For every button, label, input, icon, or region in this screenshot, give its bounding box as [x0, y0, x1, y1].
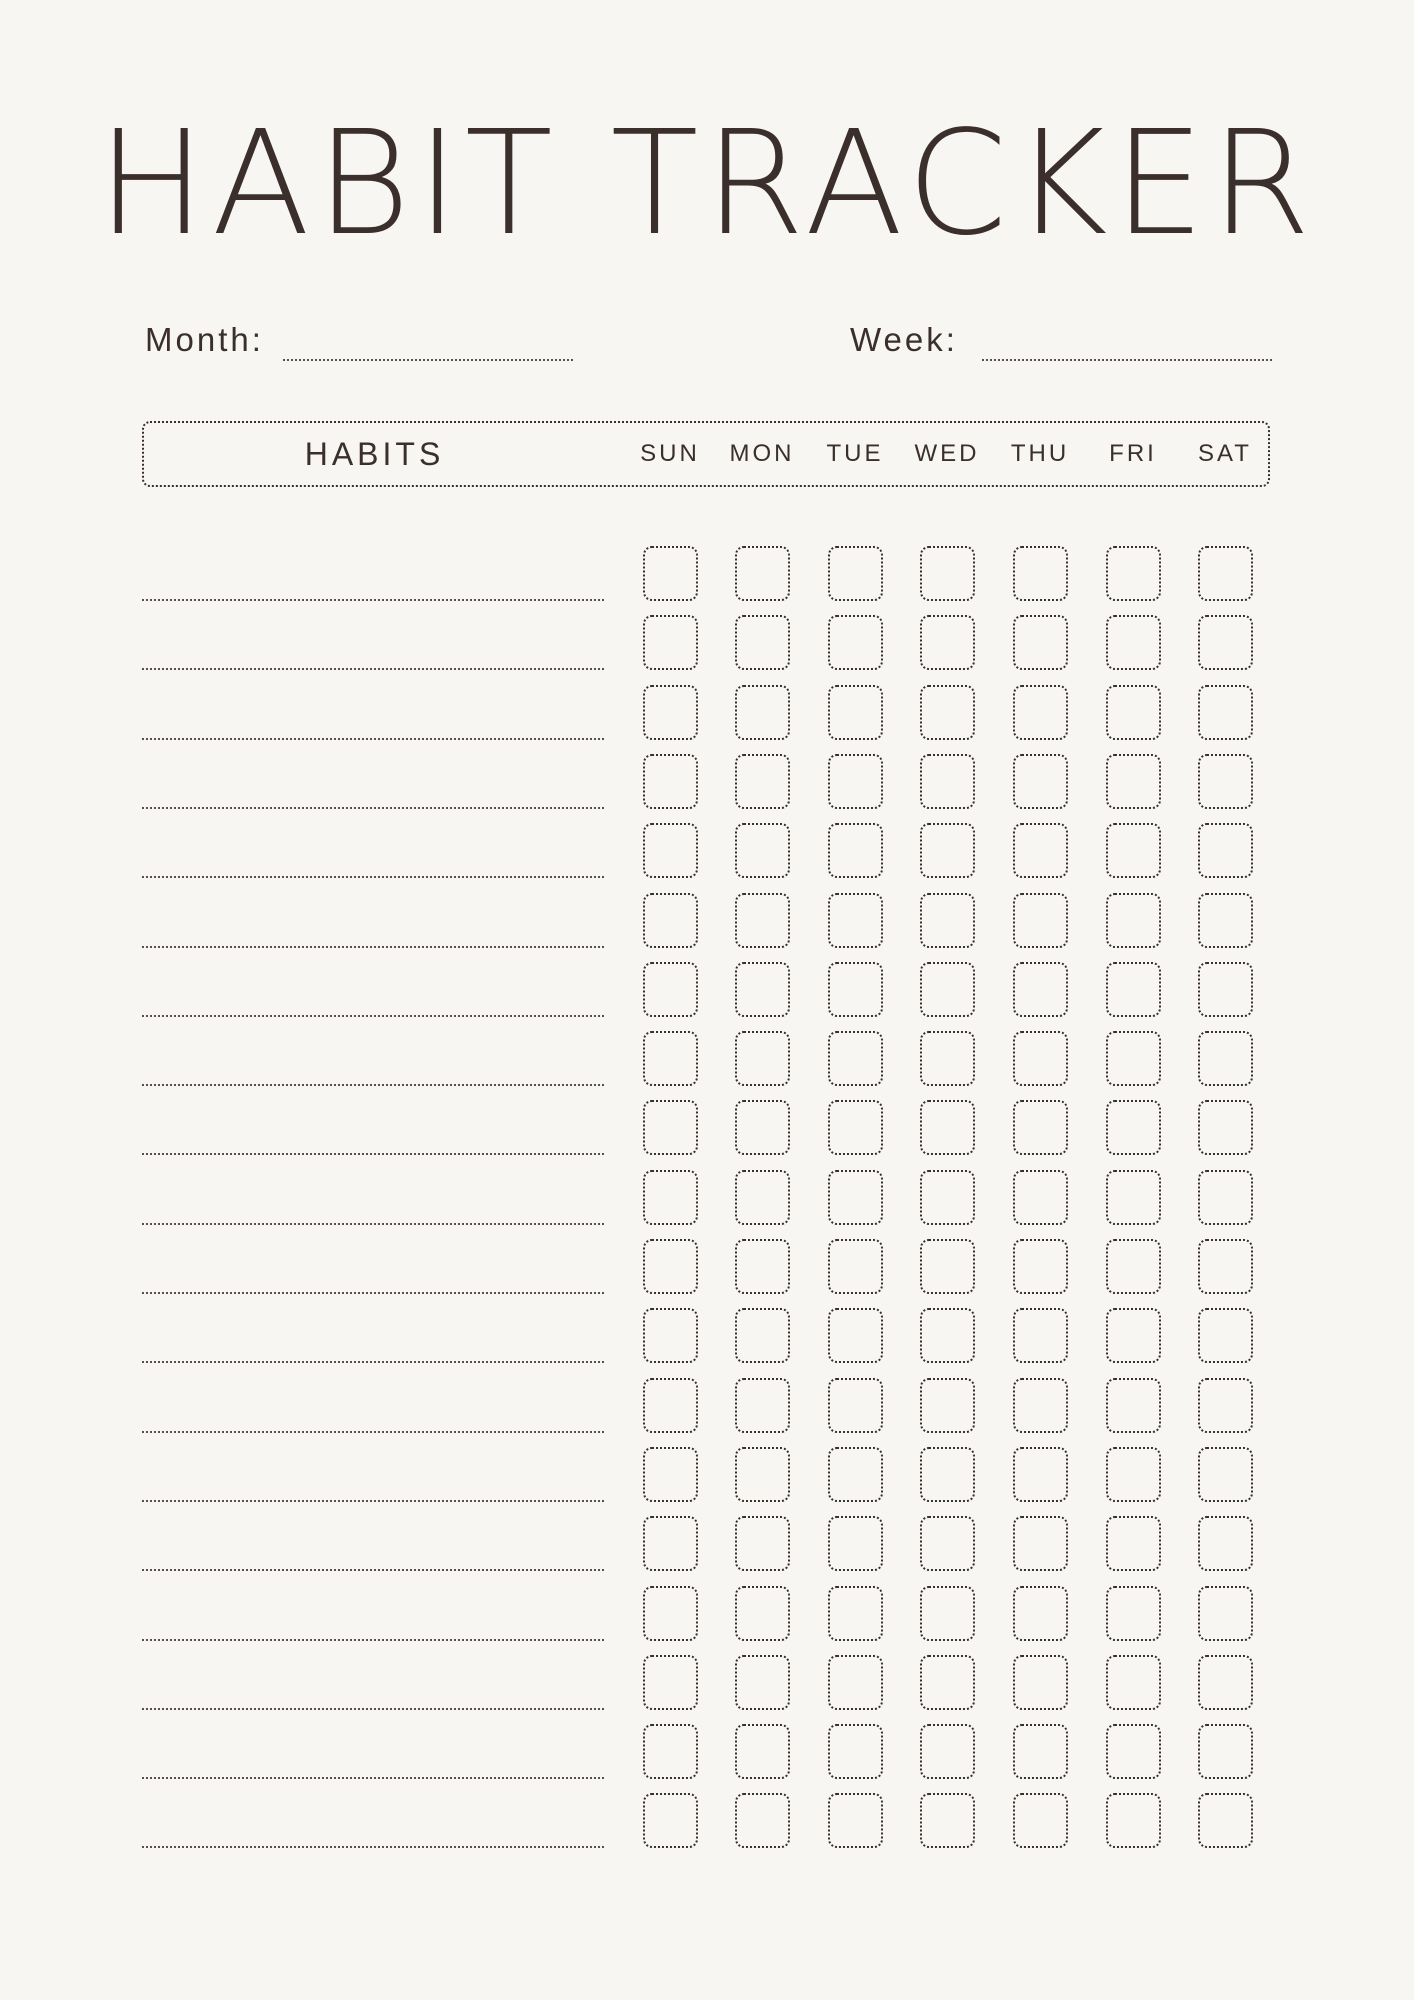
habit-input-line[interactable] — [142, 668, 604, 670]
checkbox-tue[interactable] — [828, 1516, 883, 1571]
checkbox-wed[interactable] — [920, 546, 975, 601]
habit-input-line[interactable] — [142, 738, 604, 740]
checkbox-thu[interactable] — [1013, 823, 1068, 878]
checkbox-fri[interactable] — [1106, 1724, 1161, 1779]
checkbox-fri[interactable] — [1106, 546, 1161, 601]
checkbox-tue[interactable] — [828, 615, 883, 670]
checkbox-thu[interactable] — [1013, 1724, 1068, 1779]
habit-input-line[interactable] — [142, 1223, 604, 1225]
checkbox-thu[interactable] — [1013, 615, 1068, 670]
checkbox-sun[interactable] — [643, 962, 698, 1017]
checkbox-wed[interactable] — [920, 1378, 975, 1433]
checkbox-sat[interactable] — [1198, 1239, 1253, 1294]
checkbox-tue[interactable] — [828, 1793, 883, 1848]
checkbox-tue[interactable] — [828, 1239, 883, 1294]
checkbox-mon[interactable] — [735, 1239, 790, 1294]
checkbox-tue[interactable] — [828, 1100, 883, 1155]
checkbox-mon[interactable] — [735, 1516, 790, 1571]
checkbox-sun[interactable] — [643, 823, 698, 878]
checkbox-fri[interactable] — [1106, 1447, 1161, 1502]
checkbox-tue[interactable] — [828, 754, 883, 809]
checkbox-wed[interactable] — [920, 1100, 975, 1155]
checkbox-sat[interactable] — [1198, 893, 1253, 948]
checkbox-tue[interactable] — [828, 685, 883, 740]
checkbox-sat[interactable] — [1198, 1170, 1253, 1225]
month-label: Month: — [145, 321, 264, 358]
checkbox-thu[interactable] — [1013, 1031, 1068, 1086]
checkbox-sun[interactable] — [643, 1447, 698, 1502]
habit-input-line[interactable] — [142, 1569, 604, 1571]
checkbox-mon[interactable] — [735, 546, 790, 601]
checkbox-tue[interactable] — [828, 1031, 883, 1086]
checkbox-fri[interactable] — [1106, 1239, 1161, 1294]
checkbox-mon[interactable] — [735, 1308, 790, 1363]
checkbox-mon[interactable] — [735, 823, 790, 878]
checkbox-sat[interactable] — [1198, 1516, 1253, 1571]
checkbox-sat[interactable] — [1198, 1100, 1253, 1155]
checkbox-thu[interactable] — [1013, 1100, 1068, 1155]
habit-input-line[interactable] — [142, 1084, 604, 1086]
checkbox-sun[interactable] — [643, 1031, 698, 1086]
habit-input-line[interactable] — [142, 946, 604, 948]
checkbox-wed[interactable] — [920, 1724, 975, 1779]
checkbox-tue[interactable] — [828, 962, 883, 1017]
checkbox-wed[interactable] — [920, 1031, 975, 1086]
checkbox-fri[interactable] — [1106, 1100, 1161, 1155]
checkbox-sat[interactable] — [1198, 1724, 1253, 1779]
checkbox-sun[interactable] — [643, 1378, 698, 1433]
checkbox-sat[interactable] — [1198, 615, 1253, 670]
checkbox-fri[interactable] — [1106, 962, 1161, 1017]
checkbox-fri[interactable] — [1106, 893, 1161, 948]
checkbox-wed[interactable] — [920, 1516, 975, 1571]
checkbox-sun[interactable] — [643, 1516, 698, 1571]
checkbox-sat[interactable] — [1198, 1793, 1253, 1848]
habit-input-line[interactable] — [142, 1639, 604, 1641]
habit-input-line[interactable] — [142, 1153, 604, 1155]
checkbox-tue[interactable] — [828, 1308, 883, 1363]
checkbox-thu[interactable] — [1013, 1586, 1068, 1641]
checkbox-fri[interactable] — [1106, 1586, 1161, 1641]
checkbox-thu[interactable] — [1013, 1447, 1068, 1502]
habit-input-line[interactable] — [142, 1015, 604, 1017]
checkbox-mon[interactable] — [735, 1378, 790, 1433]
day-header-sun: SUN — [640, 440, 700, 467]
checkbox-tue[interactable] — [828, 1378, 883, 1433]
checkbox-sat[interactable] — [1198, 1447, 1253, 1502]
checkbox-sun[interactable] — [643, 1655, 698, 1710]
habit-input-line[interactable] — [142, 599, 604, 601]
day-header-mon: MON — [729, 440, 795, 467]
day-header-fri: FRI — [1109, 440, 1157, 467]
habit-input-line[interactable] — [142, 1431, 604, 1433]
day-header-thu: THU — [1010, 440, 1070, 467]
checkbox-thu[interactable] — [1013, 1516, 1068, 1571]
checkbox-fri[interactable] — [1106, 1655, 1161, 1710]
checkbox-fri[interactable] — [1106, 1516, 1161, 1571]
checkbox-thu[interactable] — [1013, 1378, 1068, 1433]
checkbox-mon[interactable] — [735, 1170, 790, 1225]
checkbox-sun[interactable] — [643, 1793, 698, 1848]
checkbox-tue[interactable] — [828, 1170, 883, 1225]
checkbox-thu[interactable] — [1013, 962, 1068, 1017]
checkbox-thu[interactable] — [1013, 1239, 1068, 1294]
checkbox-thu[interactable] — [1013, 893, 1068, 948]
habit-input-line[interactable] — [142, 807, 604, 809]
checkbox-sun[interactable] — [643, 546, 698, 601]
checkbox-wed[interactable] — [920, 1239, 975, 1294]
checkbox-wed[interactable] — [920, 754, 975, 809]
checkbox-sat[interactable] — [1198, 1586, 1253, 1641]
checkbox-sat[interactable] — [1198, 685, 1253, 740]
checkbox-fri[interactable] — [1106, 615, 1161, 670]
day-header-sat: SAT — [1198, 440, 1252, 467]
checkbox-sat[interactable] — [1198, 754, 1253, 809]
week-field[interactable] — [982, 359, 1272, 361]
checkbox-fri[interactable] — [1106, 1793, 1161, 1848]
checkbox-sun[interactable] — [643, 615, 698, 670]
checkbox-wed[interactable] — [920, 1586, 975, 1641]
checkbox-thu[interactable] — [1013, 1308, 1068, 1363]
checkbox-mon[interactable] — [735, 1447, 790, 1502]
checkbox-sun[interactable] — [643, 1308, 698, 1363]
checkbox-sun[interactable] — [643, 1100, 698, 1155]
checkbox-mon[interactable] — [735, 1793, 790, 1848]
checkbox-sat[interactable] — [1198, 1378, 1253, 1433]
checkbox-wed[interactable] — [920, 1655, 975, 1710]
checkbox-mon[interactable] — [735, 1655, 790, 1710]
checkbox-wed[interactable] — [920, 1308, 975, 1363]
checkbox-fri[interactable] — [1106, 823, 1161, 878]
checkbox-thu[interactable] — [1013, 1655, 1068, 1710]
checkbox-sat[interactable] — [1198, 1308, 1253, 1363]
checkbox-mon[interactable] — [735, 1100, 790, 1155]
checkbox-mon[interactable] — [735, 754, 790, 809]
checkbox-sat[interactable] — [1198, 546, 1253, 601]
checkbox-wed[interactable] — [920, 962, 975, 1017]
habit-input-line[interactable] — [142, 1708, 604, 1710]
checkbox-sat[interactable] — [1198, 962, 1253, 1017]
checkbox-tue[interactable] — [828, 546, 883, 601]
checkbox-tue[interactable] — [828, 1586, 883, 1641]
checkbox-wed[interactable] — [920, 1170, 975, 1225]
checkbox-sun[interactable] — [643, 685, 698, 740]
habits-column-header: HABITS — [304, 436, 445, 472]
checkbox-tue[interactable] — [828, 1447, 883, 1502]
checkbox-mon[interactable] — [735, 893, 790, 948]
checkbox-wed[interactable] — [920, 823, 975, 878]
checkbox-fri[interactable] — [1106, 1308, 1161, 1363]
checkbox-sun[interactable] — [643, 1586, 698, 1641]
checkbox-mon[interactable] — [735, 1586, 790, 1641]
checkbox-thu[interactable] — [1013, 546, 1068, 601]
checkbox-tue[interactable] — [828, 1655, 883, 1710]
habit-input-line[interactable] — [142, 1846, 604, 1848]
checkbox-fri[interactable] — [1106, 1170, 1161, 1225]
checkbox-mon[interactable] — [735, 1031, 790, 1086]
checkbox-wed[interactable] — [920, 1793, 975, 1848]
checkbox-sun[interactable] — [643, 754, 698, 809]
habit-input-line[interactable] — [142, 876, 604, 878]
habit-input-line[interactable] — [142, 1361, 604, 1363]
checkbox-sun[interactable] — [643, 1170, 698, 1225]
checkbox-sat[interactable] — [1198, 823, 1253, 878]
habit-input-line[interactable] — [142, 1777, 604, 1779]
checkbox-wed[interactable] — [920, 615, 975, 670]
checkbox-mon[interactable] — [735, 1724, 790, 1779]
checkbox-mon[interactable] — [735, 962, 790, 1017]
checkbox-thu[interactable] — [1013, 1170, 1068, 1225]
checkbox-wed[interactable] — [920, 1447, 975, 1502]
month-field[interactable] — [283, 359, 573, 361]
checkbox-fri[interactable] — [1106, 1378, 1161, 1433]
checkbox-wed[interactable] — [920, 893, 975, 948]
checkbox-sun[interactable] — [643, 1724, 698, 1779]
habit-input-line[interactable] — [142, 1500, 604, 1502]
checkbox-mon[interactable] — [735, 685, 790, 740]
checkbox-fri[interactable] — [1106, 754, 1161, 809]
day-header-wed: WED — [914, 440, 980, 467]
checkbox-wed[interactable] — [920, 685, 975, 740]
checkbox-sat[interactable] — [1198, 1655, 1253, 1710]
page-title: HABIT TRACKER — [97, 99, 1317, 267]
checkbox-sun[interactable] — [643, 893, 698, 948]
day-header-tue: TUE — [826, 440, 884, 467]
checkbox-thu[interactable] — [1013, 1793, 1068, 1848]
checkbox-tue[interactable] — [828, 1724, 883, 1779]
checkbox-fri[interactable] — [1106, 1031, 1161, 1086]
checkbox-thu[interactable] — [1013, 754, 1068, 809]
checkbox-sun[interactable] — [643, 1239, 698, 1294]
checkbox-tue[interactable] — [828, 823, 883, 878]
habit-input-line[interactable] — [142, 1292, 604, 1294]
checkbox-fri[interactable] — [1106, 685, 1161, 740]
checkbox-mon[interactable] — [735, 615, 790, 670]
checkbox-thu[interactable] — [1013, 685, 1068, 740]
week-label: Week: — [850, 321, 958, 358]
checkbox-tue[interactable] — [828, 893, 883, 948]
checkbox-sat[interactable] — [1198, 1031, 1253, 1086]
